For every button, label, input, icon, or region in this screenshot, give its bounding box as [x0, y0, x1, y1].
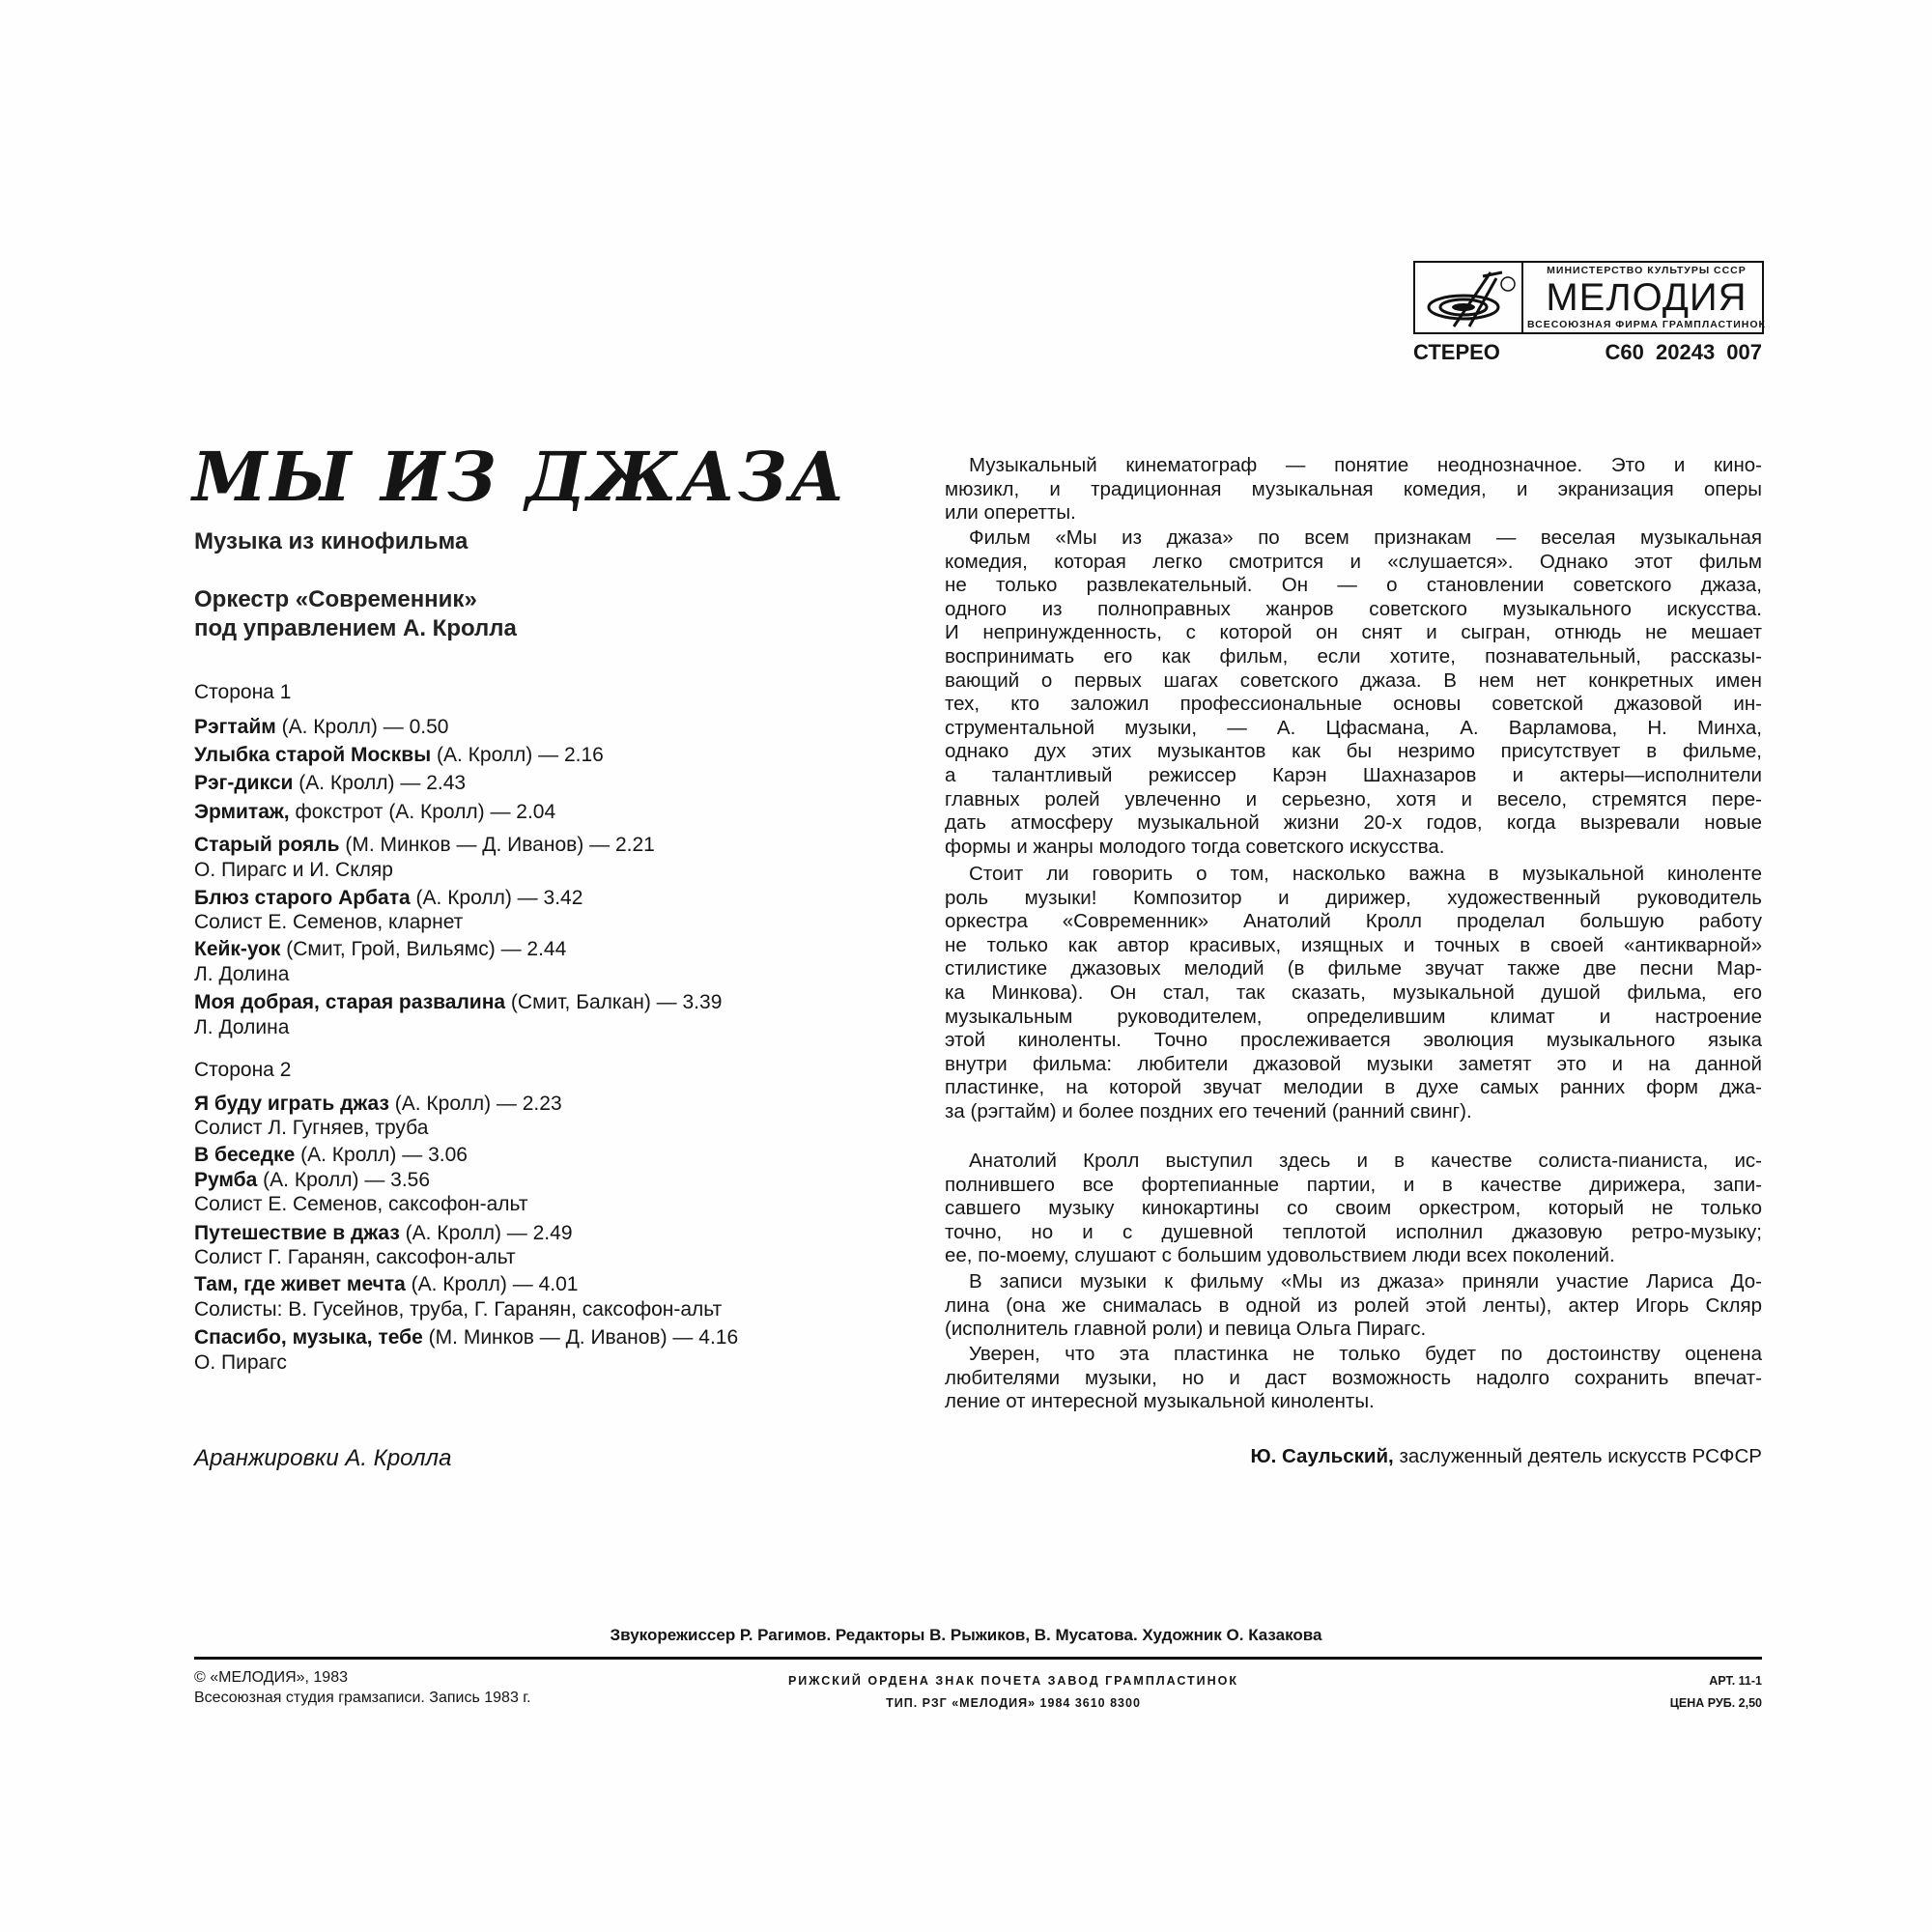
- track-performer: Солист Г. Гаранян, саксофон-альт: [194, 1246, 516, 1268]
- track: Улыбка старой Москвы (А. Кролл) — 2.16: [194, 744, 604, 766]
- track: Путешествие в джаз (А. Кролл) — 2.49: [194, 1222, 573, 1244]
- track-performer: О. Пирагс и И. Скляр: [194, 859, 393, 881]
- text-line: воспринимать его как фильм, если хотите, познавательный, рассказы-: [945, 644, 1762, 668]
- text-line: точно, но и с душевной теплотой исполнил джазовую ретро-музыку;: [945, 1220, 1762, 1243]
- track-title: В беседке: [194, 1144, 296, 1166]
- track: Моя добрая, старая развалина (Смит, Балкан) — 3.39: [194, 991, 723, 1013]
- text-line: музыкальным руководителем, определившим климат и настроение: [945, 1005, 1762, 1028]
- paragraph: [945, 863, 1762, 1124]
- track-duration: 3.39: [682, 991, 723, 1013]
- track-credits: (А. Кролл): [281, 716, 378, 738]
- text-line: любителями музыки, но и даст возможность надолго сохранить впечат-: [945, 1366, 1762, 1389]
- text-line: или оперетты.: [945, 501, 1076, 525]
- text-line: Музыкальный кинематограф — понятие неоднозначное. Это и кино-: [969, 454, 1762, 476]
- track-duration: 2.49: [532, 1222, 573, 1244]
- text-line: роль музыки! Композитор и дирижер, художественный руководитель: [945, 886, 1762, 909]
- ministry-text: МИНИСТЕРСТВО КУЛЬТУРЫ СССР: [1547, 265, 1747, 276]
- brand-name: МЕЛОДИЯ: [1546, 276, 1747, 319]
- track-title: Путешествие в джаз: [194, 1222, 400, 1244]
- track-credits: (М. Минков — Д. Иванов): [428, 1326, 668, 1349]
- paragraph: [945, 526, 1762, 859]
- track-duration: 2.43: [426, 772, 467, 794]
- text-line: ка Минкова). Он стал, так сказать, музыкальной душой фильма, его: [945, 980, 1762, 1004]
- track-title: Рэгтайм: [194, 716, 276, 738]
- text-line: за (рэгтайм) и более поздних его течений (ранний свинг).: [945, 1099, 1472, 1122]
- track-performer: Солисты: В. Гусейнов, труба, Г. Гаранян, саксофон-альт: [194, 1298, 723, 1321]
- orchestra-line-1: Оркестр «Современник»: [194, 586, 477, 612]
- track-duration: 2.16: [563, 744, 604, 766]
- track-credits: (А. Кролл): [394, 1093, 492, 1115]
- track-performer: О. Пирагс: [194, 1351, 287, 1374]
- track-credits: (А. Кролл): [298, 772, 395, 794]
- orchestra-line-2: под управлением А. Кролла: [194, 615, 517, 641]
- track: Там, где живет мечта (А. Кролл) — 4.01: [194, 1273, 579, 1295]
- track-performer: Л. Долина: [194, 1016, 290, 1038]
- paragraph: [945, 454, 1762, 526]
- track-credits: (Смит, Грой, Вильямс): [286, 938, 496, 960]
- copyright: © «МЕЛОДИЯ», 1983: [194, 1669, 348, 1686]
- track-performer: Солист Е. Семенов, кларнет: [194, 911, 464, 933]
- track: Старый рояль (М. Минков — Д. Иванов) — 2.21: [194, 834, 655, 856]
- track-title: Спасибо, музыка, тебе: [194, 1326, 423, 1349]
- studio-note: Всесоюзная студия грамзаписи. Запись 1983 г.: [194, 1690, 531, 1706]
- track-title: Улыбка старой Москвы: [194, 744, 432, 766]
- track-performer: Солист Л. Гугняев, труба: [194, 1117, 429, 1139]
- track: Спасибо, музыка, тебе (М. Минков — Д. Иванов) — 4.16: [194, 1326, 739, 1349]
- text-line: Анатолий Кролл выступил здесь и в качестве солиста-пианиста, ис-: [969, 1150, 1762, 1172]
- paragraph: [945, 1270, 1762, 1342]
- catalog-number: С60 20243 007: [1605, 340, 1762, 364]
- text-line: одного из полноправных жанров советского музыкального искусства.: [945, 597, 1762, 620]
- text-line: Стоит ли говорить о том, насколько важна в музыкальной киноленте: [969, 863, 1762, 885]
- track-credits: (А. Кролл): [415, 887, 512, 909]
- track-credits: (А. Кролл): [411, 1273, 507, 1295]
- track-duration: 2.04: [516, 801, 556, 823]
- melodiya-logo: [1413, 261, 1764, 334]
- track-credits: (А. Кролл): [405, 1222, 501, 1244]
- text-line: полнившего все фортепианные партии, и в качестве дирижера, запи-: [945, 1173, 1762, 1196]
- text-line: не только развлекательный. Он — о становлении советского джаза,: [945, 574, 1762, 597]
- melodiya-emblem-icon: [1415, 263, 1523, 332]
- track-title: Рэг-дикси: [194, 772, 294, 794]
- text-line: главных ролей увлеченно и серьезно, хотя и весело, стремятся пере-: [945, 787, 1762, 810]
- track-title: Старый рояль: [194, 834, 340, 856]
- text-line: формы и жанры молодого тогда советского искусства.: [945, 835, 1445, 858]
- track-credits: (А. Кролл): [300, 1144, 397, 1166]
- article-number: АРТ. 11-1: [1709, 1674, 1762, 1688]
- text-line: мюзикл, и традиционная музыкальная комедия, и экранизация оперы: [945, 477, 1762, 500]
- text-line: пластинке, на которой звучат мелодии в духе самых ранних форм джа-: [945, 1076, 1762, 1099]
- plant-name: РИЖСКИЙ ОРДЕНА ЗНАК ПОЧЕТА ЗАВОД ГРАМПЛАСТИНОК: [787, 1674, 1239, 1688]
- signature: [1250, 1445, 1762, 1468]
- track-performer: Солист Е. Семенов, саксофон-альт: [194, 1193, 528, 1215]
- text-line: дать атмосферу музыкальной жизни 20-х годов, когда вызревали новые: [945, 811, 1762, 835]
- track-title: Блюз старого Арбата: [194, 887, 411, 909]
- author-title: заслуженный деятель искусств РСФСР: [1399, 1445, 1762, 1467]
- arrangements-credit: Аранжировки А. Кролла: [194, 1445, 452, 1471]
- text-line: внутри фильма: любители джазовой музыки заметят это и на данной: [945, 1052, 1762, 1075]
- paragraph: [945, 1343, 1762, 1414]
- text-line: вающий о первых шагах советского джаза. В нем нет конкретных имен: [945, 668, 1762, 692]
- production-credits: Звукорежиссер Р. Рагимов. Редакторы В. Рыжиков, В. Мусатова. Художник О. Казакова: [610, 1626, 1322, 1644]
- text-line: И непринужденность, с которой он снят и сыгран, отнюдь не мешает: [945, 621, 1762, 644]
- price: ЦЕНА РУБ. 2,50: [1669, 1696, 1762, 1710]
- text-line: этой киноленты. Точно прослеживается эволюция музыкального языка: [945, 1029, 1762, 1052]
- track-duration: 0.50: [409, 716, 449, 738]
- track-title: Румба: [194, 1169, 258, 1191]
- track-credits: (А. Кролл): [436, 744, 533, 766]
- track-duration: 3.42: [543, 887, 583, 909]
- track: Блюз старого Арбата (А. Кролл) — 3.42: [194, 887, 583, 909]
- album-title: МЫ ИЗ ДЖАЗА: [192, 437, 848, 517]
- track-duration: 2.23: [522, 1093, 562, 1115]
- track-title: Я буду играть джаз: [194, 1093, 389, 1115]
- track-duration: 4.16: [698, 1326, 739, 1349]
- track-duration: 2.21: [614, 834, 655, 856]
- firm-text: ВСЕСОЮЗНАЯ ФИРМА ГРАМПЛАСТИНОК: [1527, 319, 1766, 330]
- track: Эрмитаж, фокстрот (А. Кролл) — 2.04: [194, 801, 556, 823]
- author-name: Ю. Саульский,: [1250, 1445, 1394, 1467]
- text-line: савшего музыку кинокартины со своим оркестром, который не только: [945, 1197, 1762, 1220]
- track-title: Эрмитаж,: [194, 801, 290, 823]
- track: Румба (А. Кролл) — 3.56: [194, 1169, 431, 1191]
- text-line: В записи музыки к фильму «Мы из джаза» приняли участие Лариса До-: [969, 1270, 1762, 1293]
- print-info: ТИП. РЗГ «МЕЛОДИЯ» 1984 3610 8300: [886, 1696, 1141, 1710]
- track: Кейк-уок (Смит, Грой, Вильямс) — 2.44: [194, 938, 567, 960]
- divider: [194, 1657, 1762, 1660]
- side-label: Сторона 1: [194, 681, 292, 703]
- track-performer: Л. Долина: [194, 963, 290, 985]
- text-line: оркестра «Современник» Анатолий Кролл проделал большую работу: [945, 910, 1762, 933]
- text-line: комедия, которая легко смотрится и «слушается». Однако этот фильм: [945, 550, 1762, 573]
- track-credits: (А. Кролл): [263, 1169, 359, 1191]
- text-line: струментальной музыки, — А. Цфасмана, А. Варламова, Н. Минха,: [945, 716, 1762, 739]
- track: Рэг-дикси (А. Кролл) — 2.43: [194, 772, 467, 794]
- track-credits: (Смит, Балкан): [510, 991, 651, 1013]
- text-line: однако дух этих музыкантов как бы незримо присутствует в фильме,: [945, 740, 1762, 763]
- text-line: ее, по-моему, слушают с большим удовольствием люди всех поколений.: [945, 1244, 1615, 1267]
- track-title: Кейк-уок: [194, 938, 281, 960]
- text-line: (исполнитель главной роли) и певица Ольга Пирагс.: [945, 1318, 1427, 1341]
- text-line: ление от интересной музыкальной киноленты.: [945, 1390, 1375, 1413]
- track: Рэгтайм (А. Кролл) — 0.50: [194, 716, 449, 738]
- album-subtitle: Музыка из кинофильма: [194, 528, 469, 554]
- track-credits: (М. Минков — Д. Иванов): [345, 834, 584, 856]
- track-title: Там, где живет мечта: [194, 1273, 406, 1295]
- track-duration: 4.01: [538, 1273, 579, 1295]
- track: Я буду играть джаз (А. Кролл) — 2.23: [194, 1093, 562, 1115]
- track-duration: 3.06: [428, 1144, 468, 1166]
- text-line: Фильм «Мы из джаза» по всем признакам — веселая музыкальная: [969, 526, 1762, 549]
- text-line: а талантливый режиссер Карэн Шахназаров и актеры—исполнители: [945, 763, 1762, 786]
- side-label: Сторона 2: [194, 1059, 292, 1081]
- text-line: не только как автор красивых, изящных и точных в своей «антикварной»: [945, 933, 1762, 956]
- paragraph: [945, 1150, 1762, 1268]
- track: В беседке (А. Кролл) — 3.06: [194, 1144, 468, 1166]
- text-line: тех, кто заложил профессиональные основы советской джазовой ин-: [945, 693, 1762, 716]
- text-line: лина (она же снималась в одной из ролей этой ленты), актер Игорь Скляр: [945, 1293, 1762, 1317]
- track-title: Моя добрая, старая развалина: [194, 991, 506, 1013]
- text-line: Уверен, что эта пластинка не только будет по достоинству оценена: [969, 1343, 1762, 1365]
- track-duration: 2.44: [526, 938, 567, 960]
- text-line: стилистике джазовых мелодий (в фильме звучат также две песни Мар-: [945, 957, 1762, 980]
- track-credits: фокстрот (А. Кролл): [295, 801, 485, 823]
- track-duration: 3.56: [390, 1169, 431, 1191]
- stereo-label: СТЕРЕО: [1413, 340, 1500, 364]
